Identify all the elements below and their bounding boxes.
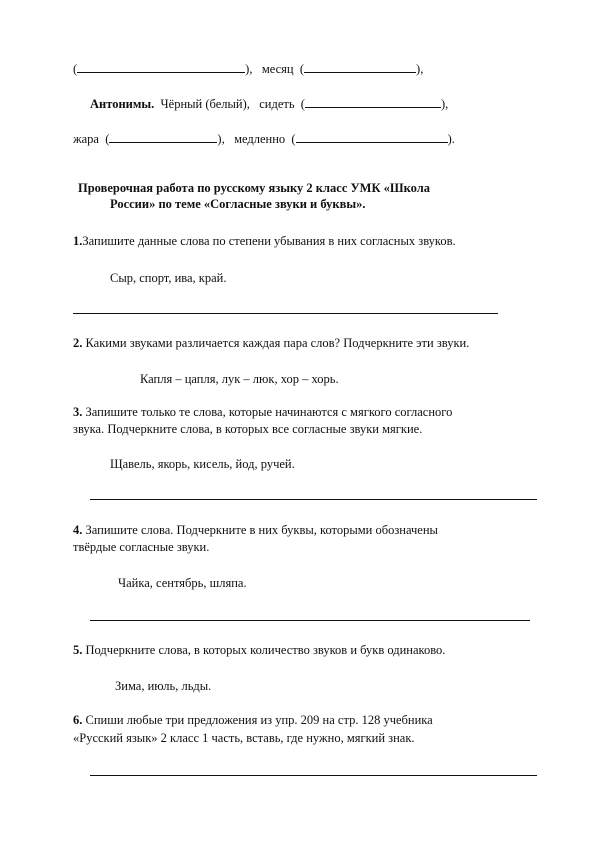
answer-line[interactable]: [90, 620, 530, 621]
task-5-words: Зима, июль, льды.: [115, 679, 212, 693]
task-5: [73, 642, 445, 658]
task-2-words: Капля – цапля, лук – люк, хор – хорь.: [140, 372, 339, 386]
heat-blank-field[interactable]: [109, 130, 217, 143]
task-6-text-2: «Русский язык» 2 класс 1 часть, вставь, где нужно, мягкий знак.: [73, 731, 415, 745]
task-number: 3.: [73, 405, 83, 419]
task-3-words: Щавель, якорь, кисель, йод, ручей.: [110, 457, 295, 471]
paren-close: ),: [217, 132, 225, 146]
slow-blank-field[interactable]: [296, 130, 448, 143]
answer-line[interactable]: [90, 775, 537, 776]
antonyms-label: Антонимы.: [90, 97, 155, 111]
paren-close: ),: [245, 62, 253, 76]
task-3: [73, 404, 452, 420]
task-text: Запишите данные слова по степени убывания в них согласных звуков.: [82, 234, 456, 248]
task-number: 6.: [73, 713, 83, 727]
month-label: месяц: [261, 62, 294, 76]
task-4: [73, 522, 438, 538]
month-blank-field[interactable]: [304, 60, 416, 73]
task-3-text-2: звука. Подчеркните слова, в которых все согласные звуки мягкие.: [73, 422, 423, 436]
task-text: Подчеркните слова, в которых количество звуков и букв одинаково.: [85, 643, 446, 657]
task-4-text-2: твёрдые согласные звуки.: [73, 540, 210, 554]
paren-close: ),: [416, 62, 424, 76]
task-number: 5.: [73, 643, 83, 657]
task-text: Спиши любые три предложения из упр. 209 на стр. 128 учебника: [85, 713, 433, 727]
page-title: Проверочная работа по русскому языку 2 класс УМК «Школа: [78, 181, 431, 195]
task-text: Какими звуками различается каждая пара слов? Подчеркните эти звуки.: [85, 336, 470, 350]
task-1: [73, 233, 456, 249]
page-subtitle: России» по теме «Согласные звуки и буквы».: [110, 197, 366, 211]
top-line-1: [73, 60, 423, 77]
task-6: [73, 712, 433, 728]
paren-open: (: [291, 132, 296, 146]
paren-open: (: [299, 62, 305, 76]
answer-line[interactable]: [90, 499, 537, 500]
task-number: 1.: [73, 234, 83, 248]
task-number: 4.: [73, 523, 83, 537]
task-text: Запишите только те слова, которые начинаются с мягкого согласного: [85, 405, 453, 419]
top-line-3: [73, 130, 455, 147]
paren-open: (: [105, 132, 110, 146]
blank-field[interactable]: [77, 60, 245, 73]
top-line-antonyms: [90, 95, 448, 112]
paren-open: (: [73, 62, 78, 76]
task-4-words: Чайка, сентябрь, шляпа.: [118, 576, 247, 590]
task-2: [73, 335, 469, 351]
paren-close: ),: [440, 97, 449, 111]
sit-blank-field[interactable]: [305, 95, 441, 108]
slow-label: медленно: [234, 132, 286, 146]
paren-open: (: [300, 97, 305, 111]
task-number: 2.: [73, 336, 83, 350]
task-1-words: Сыр, спорт, ива, край.: [110, 271, 227, 285]
antonyms-example: Чёрный (белый),: [160, 97, 250, 111]
paren-close: ).: [447, 132, 455, 146]
heat-label: жара: [73, 132, 99, 146]
sit-label: сидеть: [259, 97, 295, 111]
task-text: Запишите слова. Подчеркните в них буквы, которыми обозначены: [85, 523, 438, 537]
answer-line[interactable]: [73, 313, 498, 314]
